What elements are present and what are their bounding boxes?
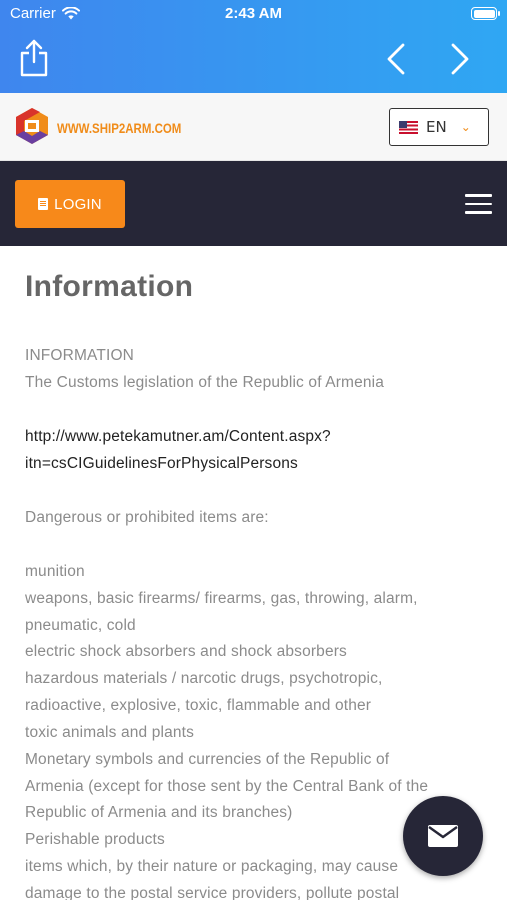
content-line: electric shock absorbers and shock absorbers bbox=[25, 643, 347, 660]
content-line: toxic animals and plants bbox=[25, 724, 195, 741]
status-bar bbox=[0, 0, 507, 28]
content-line: pneumatic, cold bbox=[25, 617, 136, 634]
share-icon[interactable] bbox=[18, 38, 50, 78]
content-line: Republic of Armenia and its branches) bbox=[25, 804, 293, 821]
status-time: 2:43 AM bbox=[225, 5, 282, 22]
battery-icon bbox=[471, 7, 497, 20]
contact-mail-button[interactable] bbox=[403, 796, 483, 876]
carrier-label: Carrier bbox=[10, 5, 56, 22]
content-line: munition bbox=[25, 563, 85, 580]
login-label: LOGIN bbox=[54, 195, 102, 213]
chevron-right-icon[interactable] bbox=[447, 42, 473, 76]
logo-text[interactable]: WWW.SHIP2ARM.COM bbox=[57, 120, 182, 136]
customs-link-cont[interactable]: itn=csCIGuidelinesForPhysicalPersons bbox=[25, 455, 298, 472]
content-line: items which, by their nature or packaging, may cause bbox=[25, 858, 399, 875]
hamburger-icon[interactable] bbox=[465, 194, 492, 214]
content-line: Dangerous or prohibited items are: bbox=[25, 509, 269, 526]
browser-toolbar bbox=[0, 0, 507, 93]
document-icon bbox=[38, 198, 48, 210]
login-button[interactable] bbox=[15, 180, 125, 228]
content-line: weapons, basic firearms/ firearms, gas, throwing, alarm, bbox=[25, 590, 418, 607]
content-line: damage to the postal service providers, pollute postal bbox=[25, 885, 400, 900]
customs-link[interactable]: http://www.petekamutner.am/Content.aspx? bbox=[25, 428, 331, 445]
language-label: EN bbox=[426, 118, 447, 136]
content-line: Monetary symbols and currencies of the Republic of bbox=[25, 751, 390, 768]
us-flag-icon bbox=[399, 121, 418, 134]
chevron-down-icon: ⌄ bbox=[460, 120, 471, 134]
content-line: hazardous materials / narcotic drugs, psychotropic, bbox=[25, 670, 383, 687]
main-navbar bbox=[0, 161, 507, 246]
section-heading: INFORMATION bbox=[25, 347, 134, 364]
content-line: The Customs legislation of the Republic of Armenia bbox=[25, 374, 385, 391]
language-selector[interactable] bbox=[389, 108, 489, 146]
logo-icon[interactable] bbox=[14, 107, 50, 145]
mail-icon bbox=[427, 824, 459, 848]
content-line: Perishable products bbox=[25, 831, 165, 848]
page-title: Information bbox=[25, 270, 194, 303]
content-line: radioactive, explosive, toxic, flammable and other bbox=[25, 697, 372, 714]
chevron-left-icon[interactable] bbox=[383, 42, 409, 76]
content-line: Armenia (except for those sent by the Central Bank of the bbox=[25, 778, 429, 795]
